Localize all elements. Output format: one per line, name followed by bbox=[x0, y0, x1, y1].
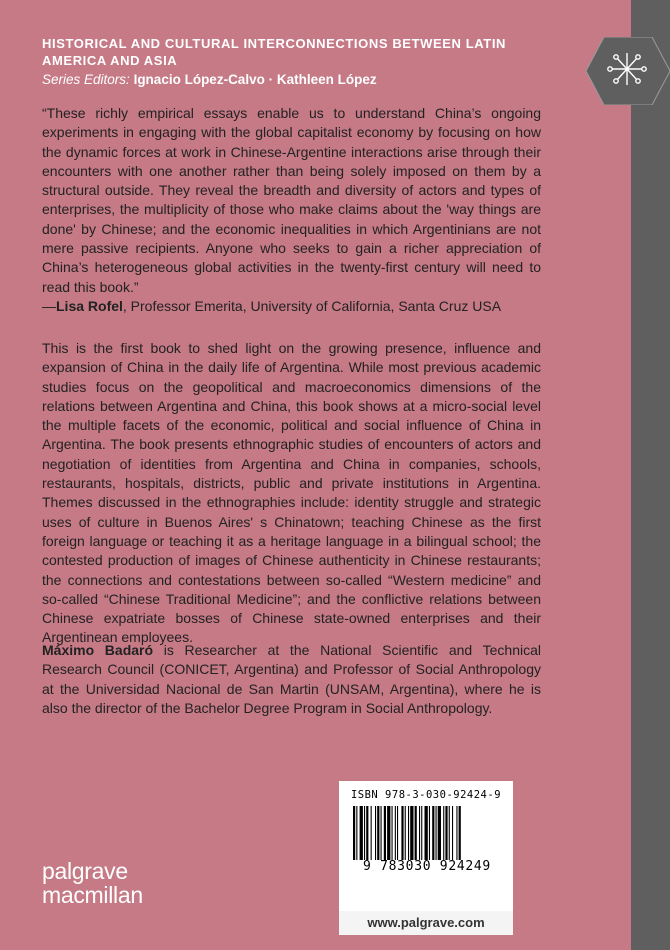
attribution-name: Lisa Rofel bbox=[56, 298, 123, 314]
series-editors-names: Ignacio López-Calvo · Kathleen López bbox=[133, 72, 377, 87]
series-editors bbox=[42, 72, 377, 87]
book-spine bbox=[631, 0, 670, 950]
barcode-digits: 9 783030 924249 bbox=[363, 859, 491, 874]
attribution-dash: — bbox=[42, 298, 56, 314]
series-editors-label: Series Editors: bbox=[42, 72, 130, 87]
endorsement-attribution bbox=[42, 298, 501, 314]
publisher-logo-line1: palgrave bbox=[42, 858, 128, 884]
barcode-icon bbox=[353, 806, 499, 860]
attribution-affiliation: , Professor Emerita, University of California, Santa Cruz USA bbox=[122, 298, 502, 314]
barcode-box bbox=[339, 781, 513, 911]
series-title: HISTORICAL AND CULTURAL INTERCONNECTIONS BETWEEN LATIN AMERICA AND ASIA bbox=[42, 36, 507, 68]
endorsement-quote: “These richly empirical essays enable us to understand China’s ongoing experiments in engaging with the global capitalist economy by focusing on how the dynamic forces at work in Chinese-Argentine interactions arise through their encounters with one another rather than being solely imposed on them by a structural outside. They reveal the breadth and diversity of actors and types of enterprises, the multiplicity of those who make claims about the 'way things are done' by Chinese; and the economic inequalities in which Argentinians are not mere passive recipients. Anyone who seeks to gain a richer appreciation of China’s heterogeneous global activities in the twenty-first century will need to read this book.” bbox=[42, 105, 541, 295]
publisher-url[interactable]: www.palgrave.com bbox=[339, 911, 513, 935]
author-bio-text: is Researcher at the National Scientific and Technical Research Council (CONICET, Argentina) and Professor of Social Anthropology at the Universidad Nacional de San Martin (UNSAM, Argentina), where he is also the director of the Bachelor Degree Program in Social Anthropology. bbox=[42, 642, 541, 716]
publisher-logo-line2: macmillan bbox=[42, 882, 143, 908]
author-bio bbox=[42, 641, 541, 718]
publisher-logo bbox=[42, 859, 162, 907]
author-name: Máximo Badaró bbox=[42, 642, 154, 658]
series-logo-icon bbox=[586, 37, 670, 105]
book-description: This is the first book to shed light on the growing presence, influence and expansion of China in the daily life of Argentina. While most previous academic studies focus on the geopolitical and macroeconomics dimensions of the relations between Argentina and China, this book shows at a micro-social level the multiple facets of the economic, political and social influence of China in Argentina. The book presents ethnographic studies of encounters of actors and negotiation of identities from Argentina and China in companies, schools, restaurants, hospitals, districts, public and private institutions in Argentina. Themes discussed in the ethnographies include: identity struggle and strategic uses of culture in Buenos Aires' s Chinatown; teaching Chinese as the first foreign language or teaching it as a heritage language in a bilingual school; the contested production of images of Chinese authenticity in Chinese restaurants; the connections and contestations between so-called “Western medicine” and so-called “Chinese Traditional Medicine”; and the conflictive relations between Chinese expatriate bosses of Chinese state-owned enterprises and their Argentinean employees. bbox=[42, 340, 541, 646]
isbn-label: ISBN 978-3-030-92424-9 bbox=[350, 789, 502, 801]
